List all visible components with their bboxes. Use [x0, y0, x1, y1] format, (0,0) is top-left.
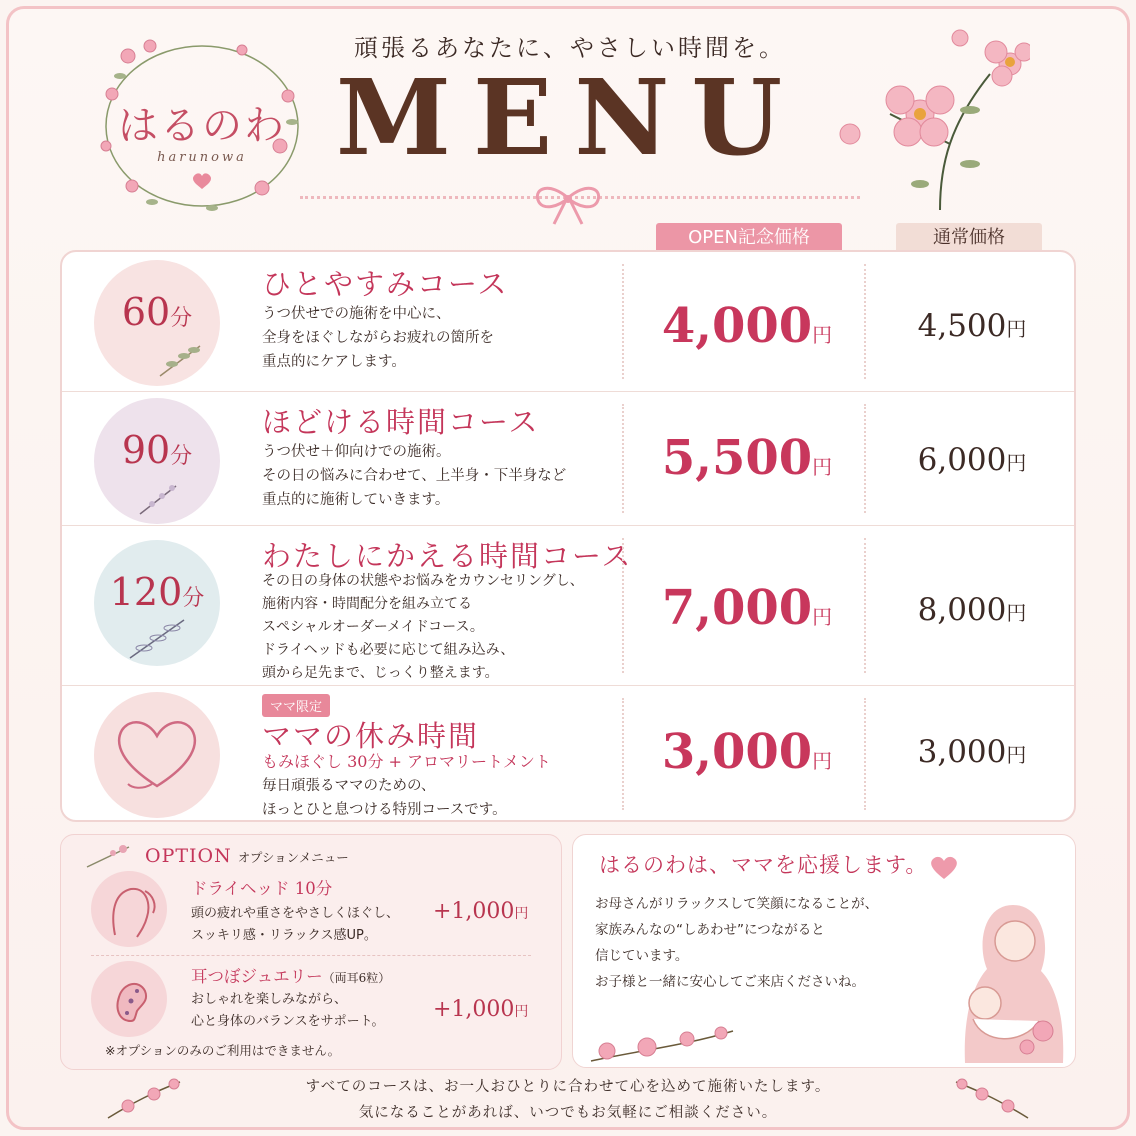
open-price: 4,000円 [661, 298, 833, 354]
page-title: MENU [335, 56, 805, 179]
brand-logo [92, 36, 312, 216]
tagline: 頑張るあなたに、やさしい時間を。 [354, 34, 786, 62]
course-title: ママの休み時間 [262, 719, 480, 753]
brand-romaji: harunowa [157, 150, 247, 165]
regular-price-header: 通常価格 [896, 223, 1042, 253]
option-title: OPTION オプションメニュー [145, 845, 349, 867]
course-title: わたしにかえる時間コース [262, 539, 633, 573]
course-row [62, 686, 1074, 822]
regular-price: 8,000円 [917, 592, 1027, 628]
footer-message: すべてのコースは、お一人おひとりに合わせて心を込めて施術いたします。 気になることがあれば、いつでもお気軽にご相談ください。 [305, 1079, 831, 1121]
duration-badge [94, 398, 220, 524]
duration-badge [94, 540, 220, 666]
option-name: 耳つぼジュエリー（両耳6粒） [191, 967, 391, 986]
duration-badge [94, 260, 220, 386]
duration-value: 60 [121, 290, 171, 334]
open-price-header: OPEN記念価格 [656, 223, 842, 253]
leaf-sprig-icon [156, 340, 206, 380]
cherry-blossom-branch-icon [104, 1072, 184, 1122]
open-price: 5,500円 [661, 430, 833, 486]
head-massage-icon [91, 871, 167, 947]
cherry-blossom-branch-icon [587, 1011, 737, 1067]
heart-icon [112, 714, 202, 794]
duration-unit: 分 [182, 586, 205, 611]
option-price: +1,000円 [433, 899, 529, 924]
course-description: その日の身体の状態やお悩みをカウンセリングし、 施術内容・時間配分を組み立てる スペシャルオーダーメイドコース。 ドライヘッドも必要に応じて組み込み、 頭から足先まで、じっくり整えます。 [262, 573, 584, 681]
duration-unit: 分 [170, 444, 193, 469]
duration-unit: 分 [170, 306, 193, 331]
ear-icon [91, 961, 167, 1037]
option-menu [60, 834, 562, 1070]
open-price: 3,000円 [661, 724, 833, 780]
course-row [62, 252, 1074, 392]
support-title: はるのわは、ママを応援します。 [599, 853, 928, 877]
leaf-sprig-icon [124, 614, 190, 662]
course-title: ほどける時間コース [262, 405, 540, 439]
course-description: もみほぐし 30分 + アロマリートメント 毎日頑張るママのための、 ほっとひと息つける特別コースです。 [262, 752, 551, 818]
course-description: うつ伏せ＋仰向けでの施術。 その日の悩みに合わせて、上半身・下半身など 重点的に施術していきます。 [262, 444, 567, 508]
course-description: うつ伏せでの施術を中心に、 全身をほぐしながらお疲れの箇所を 重点的にケアします。 [262, 306, 494, 370]
option-note: ※オプションのみのご利用はできません。 [105, 1043, 341, 1058]
course-row [62, 526, 1074, 686]
option-description: おしゃれを楽しみながら、 心と身体のバランスをサポート。 [191, 992, 385, 1029]
cherry-blossom-branch-icon [952, 1072, 1032, 1122]
heart-icon [929, 855, 959, 881]
duration-value: 90 [121, 428, 171, 472]
open-price: 7,000円 [661, 580, 833, 636]
heart-badge [94, 692, 220, 818]
mama-only-badge: ママ限定 [262, 694, 330, 717]
regular-price: 6,000円 [917, 442, 1027, 478]
regular-price: 3,000円 [917, 734, 1027, 770]
course-row [62, 392, 1074, 526]
support-body: お母さんがリラックスして笑顔になることが、 家族みんなの“しあわせ”につながると 信じています。 お子様と一緒に安心してご来店くださいね。 [595, 896, 879, 990]
leaf-sprig-icon [85, 841, 133, 871]
option-name: ドライヘッド 10分 [191, 879, 333, 898]
regular-price: 4,500円 [917, 308, 1027, 344]
leaf-sprig-icon [134, 478, 184, 518]
brand-name: はるのわ [118, 103, 286, 149]
course-title: ひとやすみコース [262, 267, 509, 301]
support-message [572, 834, 1076, 1068]
course-subtitle: もみほぐし 30分 + アロマリートメント [262, 752, 551, 771]
cherry-blossom-icon [1013, 1007, 1073, 1063]
cherry-blossom-branch-icon [820, 14, 1030, 214]
ribbon-bow-icon [530, 180, 606, 226]
course-table [60, 250, 1076, 822]
option-description: 頭の疲れや重さをやさしくほぐし、 スッキリ感・リラックス感UP。 [191, 906, 400, 943]
duration-value: 120 [109, 570, 183, 614]
option-price: +1,000円 [433, 997, 529, 1022]
